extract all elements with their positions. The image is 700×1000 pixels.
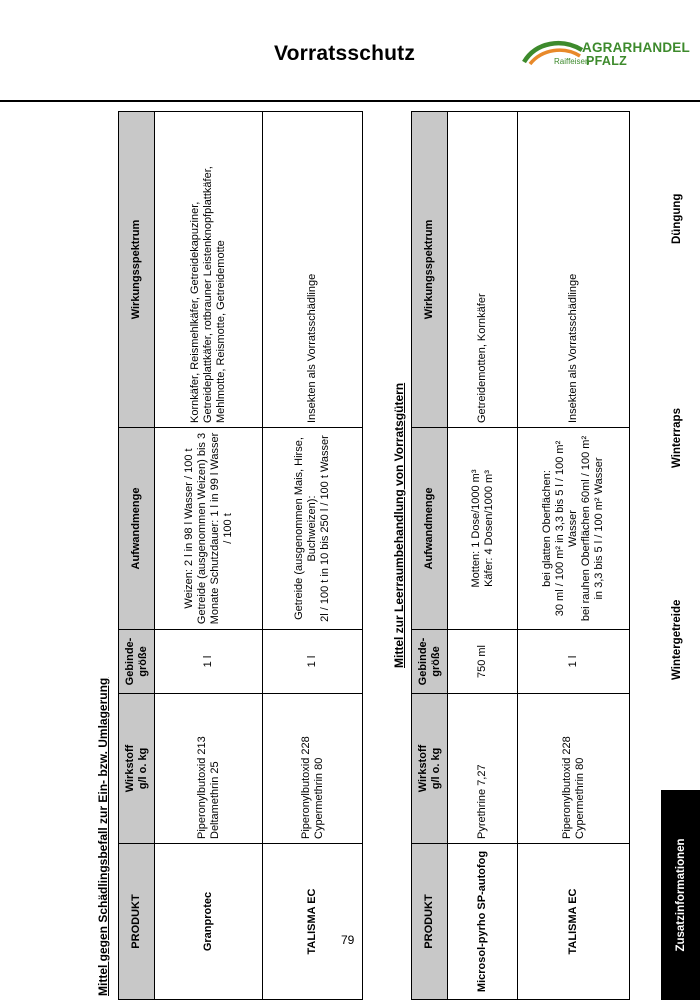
col-aufwand: Aufwandmenge	[119, 428, 155, 630]
spektrum-cell: Getreidemotten, Kornkäfer	[448, 112, 518, 428]
table-row	[155, 112, 263, 1000]
col-aufwand: Aufwandmenge	[412, 428, 448, 630]
product-name: Microsol-pyrho SP-autofog	[448, 844, 518, 1000]
col-wirkstoff: Wirkstoff g/l o. kg	[412, 694, 448, 844]
gebinde-cell: 1 l	[263, 630, 363, 694]
tab-duengung[interactable]: Düngung	[671, 193, 683, 244]
section1-heading: Mittel gegen Schädlingsbefall zur Ein- bzw. Umlagerung	[96, 677, 110, 996]
product-name: TALISMA EC	[263, 844, 363, 1000]
spektrum-cell: Kornkäfer, Reismehlkäfer, Getreidekapuziner, Getreideplattkäfer, rotbrauner Leistenknopfplattkäfer, Mehlmotte, Reismotte, Getreidemotte	[155, 112, 263, 428]
tab-wintergetreide[interactable]: Wintergetreide	[671, 599, 683, 680]
logo-raiffeisen: Raiffeisen	[554, 57, 590, 66]
wirkstoff-cell: Pyrethrine 7,27	[448, 694, 518, 844]
col-gebinde: Gebinde- größe	[412, 630, 448, 694]
agrarhandel-logo	[522, 36, 692, 80]
col-wirkstoff: Wirkstoff g/l o. kg	[119, 694, 155, 844]
gebinde-cell: 750 ml	[448, 630, 518, 694]
wirkstoff-cell: Piperonylbutoxid 228 Cypermethrin 80	[518, 694, 630, 844]
spektrum-cell: Insekten als Vorratsschädlinge	[263, 112, 363, 428]
aufwand-cell: Getreide (ausgenommen Mais, Hirse, Buchweizen): 2l / 100 t in 10 bis 250 l / 100 t Wasser	[263, 428, 363, 630]
product-name: Granprotec	[155, 844, 263, 1000]
aufwand-cell: Weizen: 2 l in 98 l Wasser / 100 t Getreide (ausgenommen Weizen) bis 3 Monate Schutzdauer: 1 l in 99 l Wasser / 100 t	[155, 428, 263, 630]
header-rule	[0, 100, 700, 102]
section1-header-row	[119, 112, 155, 1000]
col-spektrum: Wirkungsspektrum	[119, 112, 155, 428]
page-title: Vorratsschutz	[274, 42, 416, 65]
aufwand-cell: bei glatten Oberflächen: 30 ml / 100 m² in 3,3 bis 5 l / 100 m² Wasser bei rauhen Oberflächen 60ml / 100 m² in 3,3 bis 5 l / 100 m² Wasser	[518, 428, 630, 630]
col-produkt: PRODUKT	[119, 844, 155, 1000]
table-row	[518, 112, 630, 1000]
section1-table	[118, 111, 363, 1000]
section2-heading: Mittel zur Leerraumbehandlung von Vorratsgütern	[392, 382, 406, 668]
spektrum-cell: Insekten als Vorratsschädlinge	[518, 112, 630, 428]
wirkstoff-cell: Piperonylbutoxid 213 Deltamethrin 25	[155, 694, 263, 844]
rotated-content	[80, 105, 700, 1000]
gebinde-cell: 1 l	[518, 630, 630, 694]
page-number: 79	[341, 933, 355, 947]
section2-header-row	[412, 112, 448, 1000]
wirkstoff-cell: Piperonylbutoxid 228 Cypermethrin 80	[263, 694, 363, 844]
tab-winterraps[interactable]: Winterraps	[671, 408, 683, 468]
aufwand-cell: Motten: 1 Dose/1000 m³ Käfer: 4 Dosen/1000 m³	[448, 428, 518, 630]
table-row	[448, 112, 518, 1000]
product-name: TALISMA EC	[518, 844, 630, 1000]
tab-zusatzinformationen[interactable]: Zusatzinformationen	[661, 790, 700, 1000]
section2-table	[411, 111, 630, 1000]
logo-pfalz: PFALZ	[586, 54, 628, 68]
logo-name: AGRARHANDEL	[582, 40, 690, 55]
gebinde-cell: 1 l	[155, 630, 263, 694]
col-spektrum: Wirkungsspektrum	[412, 112, 448, 428]
col-gebinde: Gebinde- größe	[119, 630, 155, 694]
col-produkt: PRODUKT	[412, 844, 448, 1000]
table-row	[263, 112, 363, 1000]
